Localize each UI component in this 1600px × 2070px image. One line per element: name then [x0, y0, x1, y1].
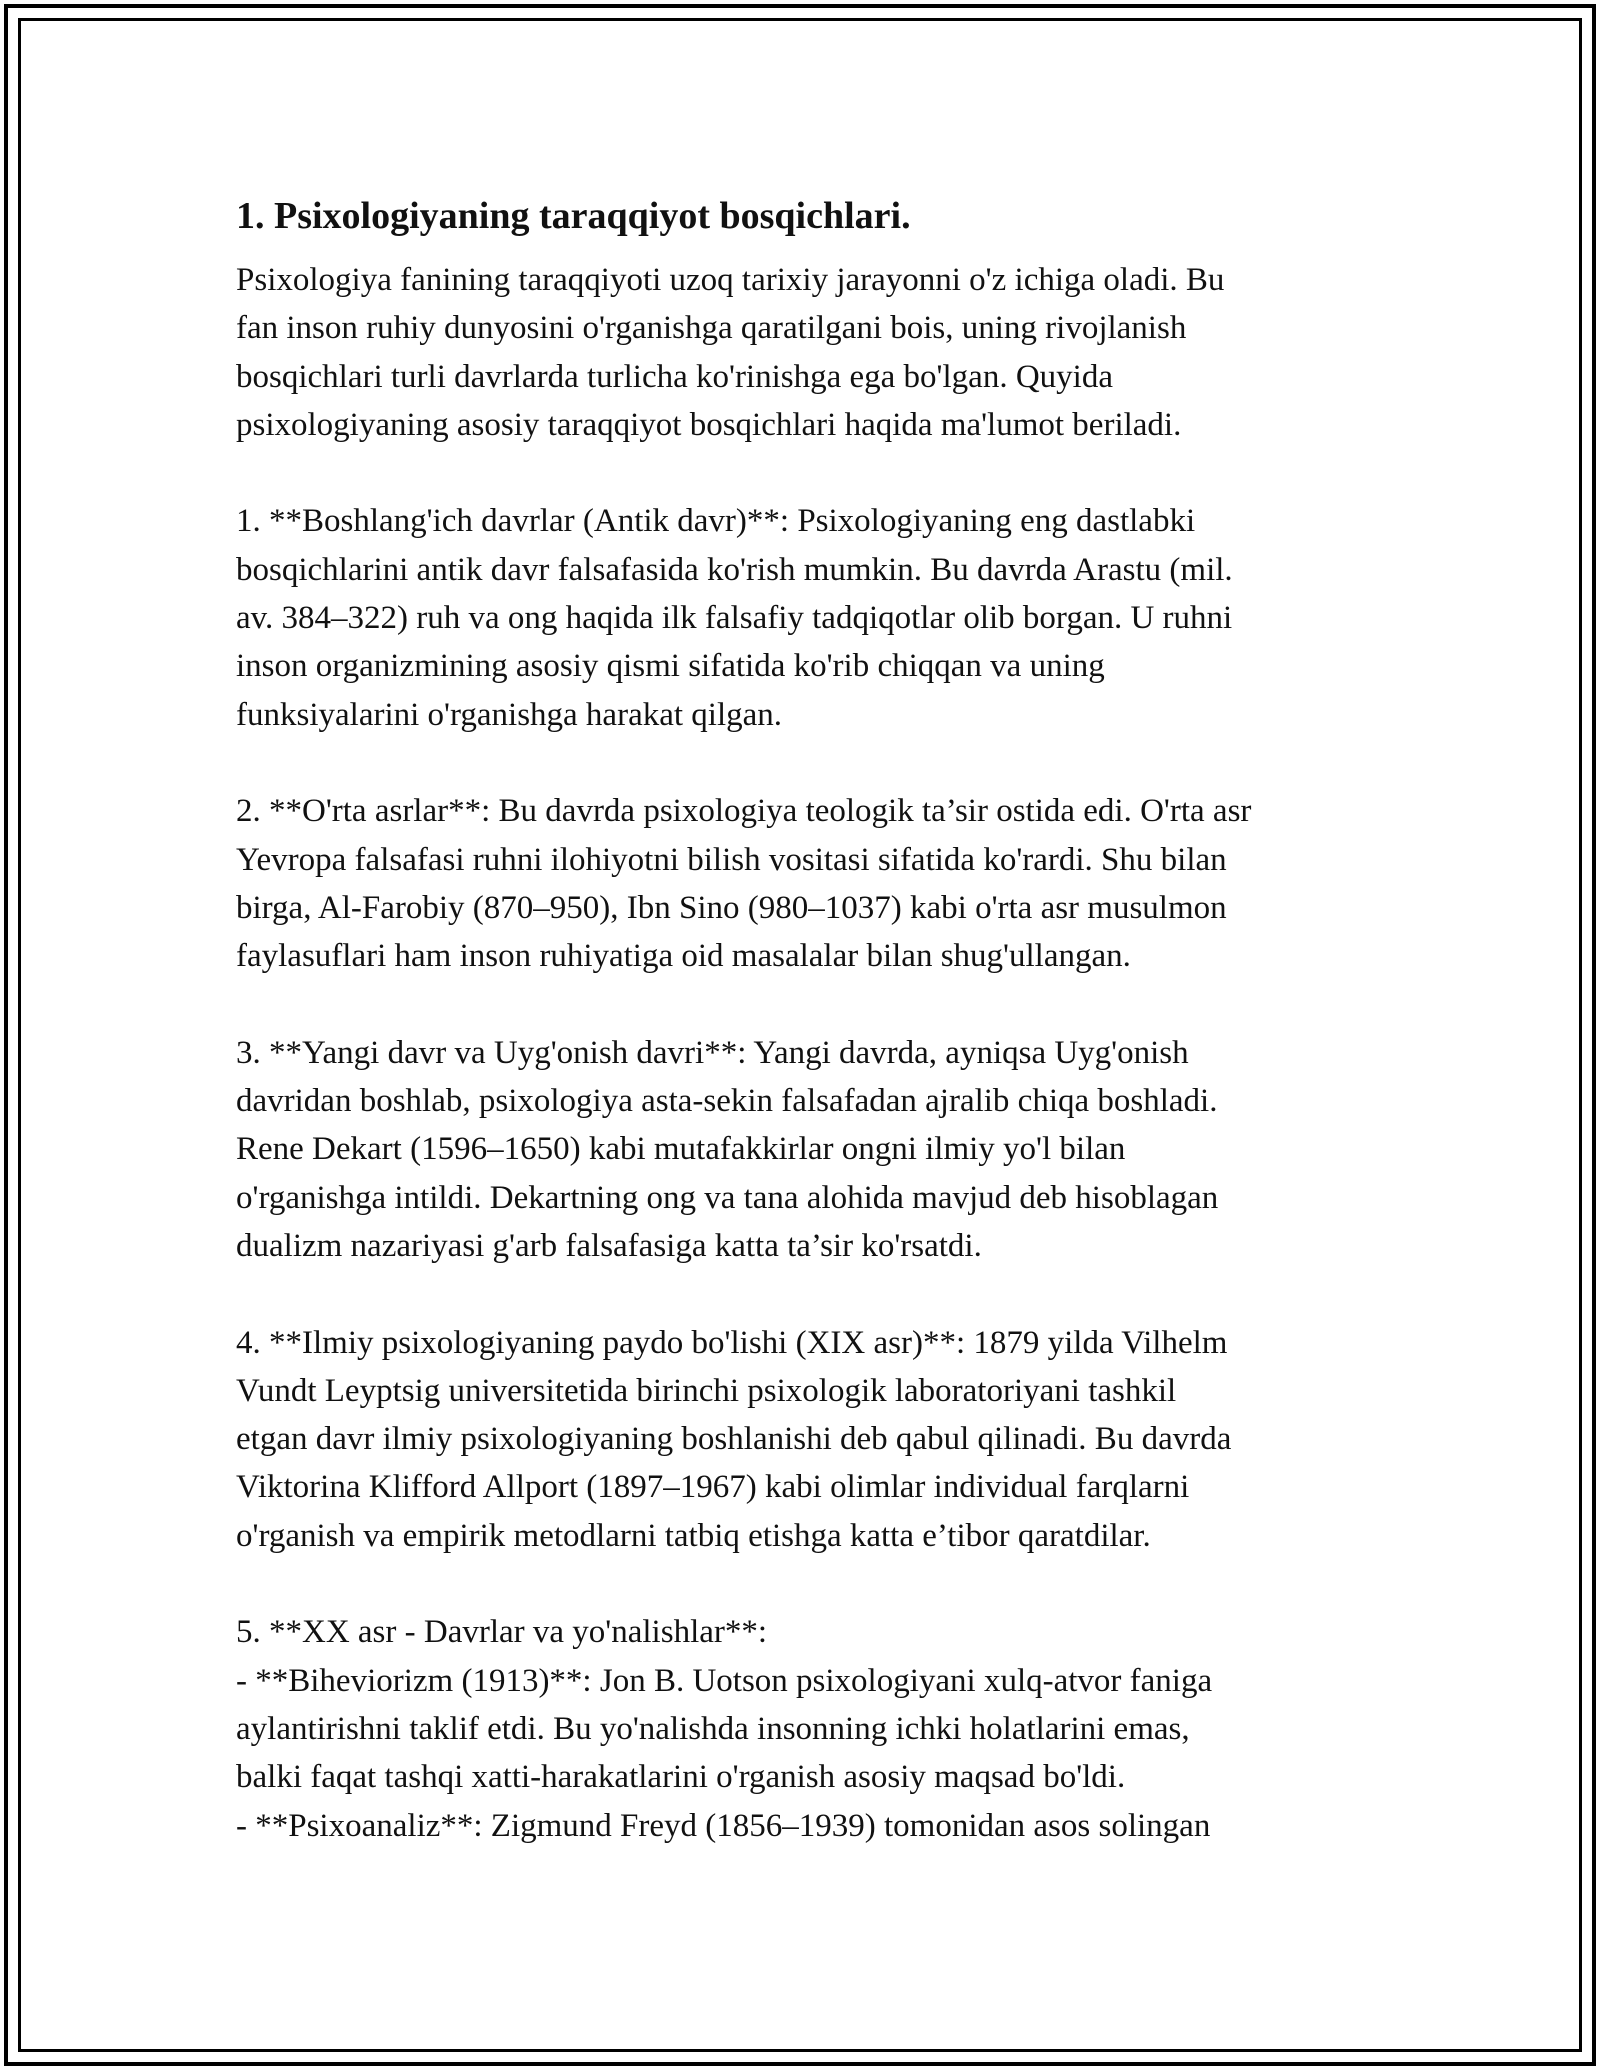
paragraph-antik-davr: 1. **Boshlang'ich davrlar (Antik davr)**: Psixologiyaning eng dastlabki bosqichlarini antik davr falsafasida ko'rish mumkin. Bu davrda Arastu (mil. av. 384–322) ruh va ong haqida ilk falsafiy tadqiqotlar olib borgan. U ruhni inson organizmining asosiy qismi sifatida ko'rib chiqqan va uning funksiyalarini o'rganishga harakat qilgan.	[236, 503, 1233, 733]
paragraph-yangi-davr: 3. **Yangi davr va Uyg'onish davri**: Yangi davrda, ayniqsa Uyg'onish davridan boshlab, psixologiya asta-sekin falsafadan ajralib chiqa boshladi. Rene Dekart (1596–1650) kabi mutafakkirlar ongni ilmiy yo'l bilan o'rganishga intildi. Dekartning ong va tana alohida mavjud deb hisoblagan dualizm nazariyasi g'arb falsafasiga katta ta’sir ko'rsatdi.	[236, 1034, 1219, 1264]
paragraph-orta-asrlar: 2. **O'rta asrlar**: Bu davrda psixologiya teologik ta’sir ostida edi. O'rta asr Yevropa falsafasi ruhni ilohiyotni bilish vositasi sifatida ko'rardi. Shu bilan birga, Al-Farobiy (870–950), Ibn Sino (980–1037) kabi o'rta asr musulmon faylasuflari ham inson ruhiyatiga oid masalalar bilan shug'ullangan.	[236, 793, 1252, 975]
intro-paragraph: Psixologiya fanining taraqqiyoti uzoq tarixiy jarayonni o'z ichiga oladi. Bu fan inson ruhiy dunyosini o'rganishga qaratilgani bois, uning rivojlanish bosqichlari turli davrlarda turlicha ko'rinishga ega bo'lgan. Quyida psixologiyaning asosiy taraqqiyot bosqichlari haqida ma'lumot beriladi.	[236, 262, 1225, 443]
paragraph-xx-asr: 5. **XX asr - Davrlar va yo'nalishlar**: - **Biheviorizm (1913)**: Jon B. Uotson psixologiyani xulq-atvor faniga aylantirishni taklif etdi. Bu yo'nalishda insonning ichki holatlarini emas, balki faqat tashqi xatti-harakatlarini o'rganish asosiy maqsad bo'ldi. - **Psixoanaliz**: Zigmund Freyd (1856–1939) tomonidan asos solingan	[236, 1614, 1213, 1844]
document-body	[236, 186, 1376, 1850]
document-title: 1. Psixologiyaning taraqqiyot bosqichlari.	[236, 195, 911, 237]
paragraph-ilmiy-psixologiya: 4. **Ilmiy psixologiyaning paydo bo'lishi (XIX asr)**: 1879 yilda Vilhelm Vundt Leyptsig universitetida birinchi psixologik laboratoriyani tashkil etgan davr ilmiy psixologiyaning boshlanishi deb qabul qilinadi. Bu davrda Viktorina Klifford Allport (1897–1967) kabi olimlar individual farqlarni o'rganish va empirik metodlarni tatbiq etishga katta e’tibor qaratdilar.	[236, 1324, 1232, 1554]
